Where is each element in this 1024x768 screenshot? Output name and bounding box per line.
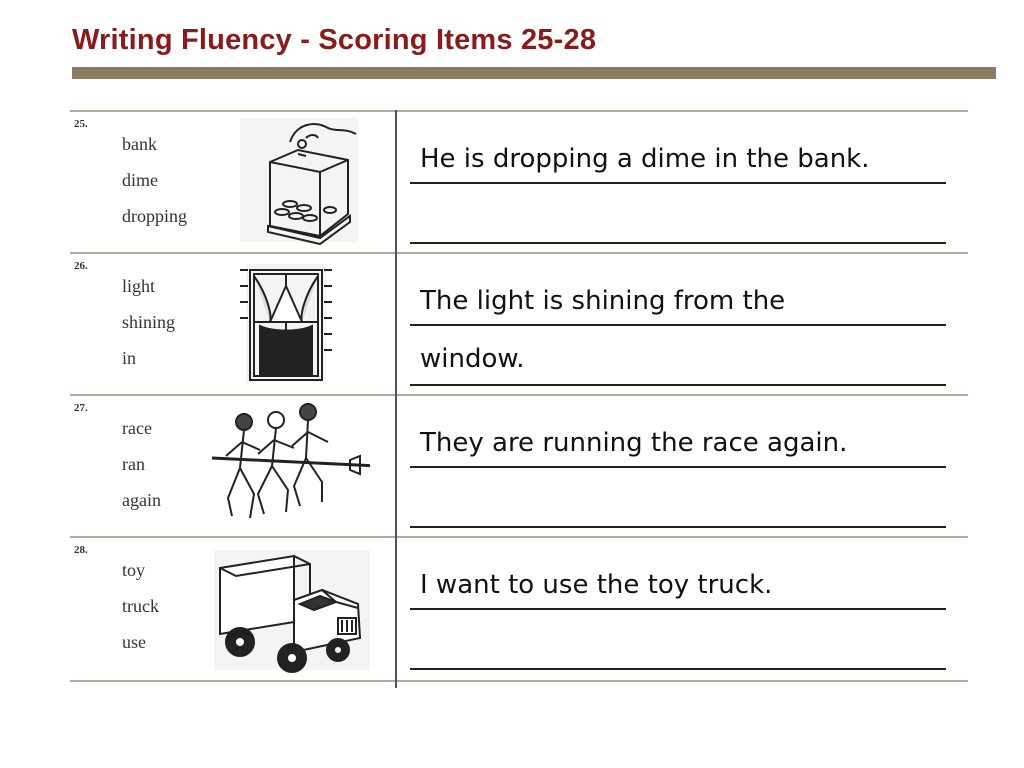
- answer-text: They are running the race again.: [420, 428, 848, 458]
- answer-line: [410, 384, 946, 386]
- runners-icon: [210, 398, 370, 532]
- answer-text: I want to use the toy truck.: [420, 570, 773, 600]
- item-25: [70, 110, 968, 252]
- prompt-word: ran: [122, 454, 145, 474]
- answer-text: window.: [420, 344, 525, 374]
- worksheet-table: [70, 110, 968, 688]
- answer-line: [410, 526, 946, 528]
- toy-truck-icon: [210, 540, 370, 674]
- prompt-word: dropping: [122, 206, 187, 226]
- coin-bank-icon: [210, 114, 370, 248]
- item-27: [70, 394, 968, 536]
- window-icon: [210, 256, 370, 390]
- item-number: 28.: [74, 544, 88, 556]
- prompt-word: truck: [122, 596, 159, 616]
- prompt-word: shining: [122, 312, 176, 332]
- item-26: [70, 252, 968, 394]
- prompt-word: in: [122, 348, 137, 368]
- title-rule: [72, 67, 996, 79]
- answer-text: The light is shining from the: [420, 286, 786, 316]
- prompt-word: race: [122, 418, 152, 438]
- answer-line: [410, 242, 946, 244]
- answer-line: [410, 182, 946, 184]
- answer-line: [410, 608, 946, 610]
- answer-line: [410, 466, 946, 468]
- answer-line: [410, 324, 946, 326]
- answer-line: [410, 668, 946, 670]
- item-number: 27.: [74, 402, 88, 414]
- prompt-word: bank: [122, 134, 157, 154]
- prompt-word: use: [122, 632, 146, 652]
- item-number: 26.: [74, 260, 88, 272]
- prompt-word: again: [122, 490, 161, 510]
- page-title: Writing Fluency - Scoring Items 25-28: [72, 24, 597, 56]
- prompt-word: light: [122, 276, 156, 296]
- item-28: [70, 536, 968, 678]
- prompt-word: dime: [122, 170, 158, 190]
- answer-text: He is dropping a dime in the bank.: [420, 144, 870, 174]
- row-divider: [70, 680, 968, 682]
- item-number: 25.: [74, 118, 88, 130]
- prompt-word: toy: [122, 560, 146, 580]
